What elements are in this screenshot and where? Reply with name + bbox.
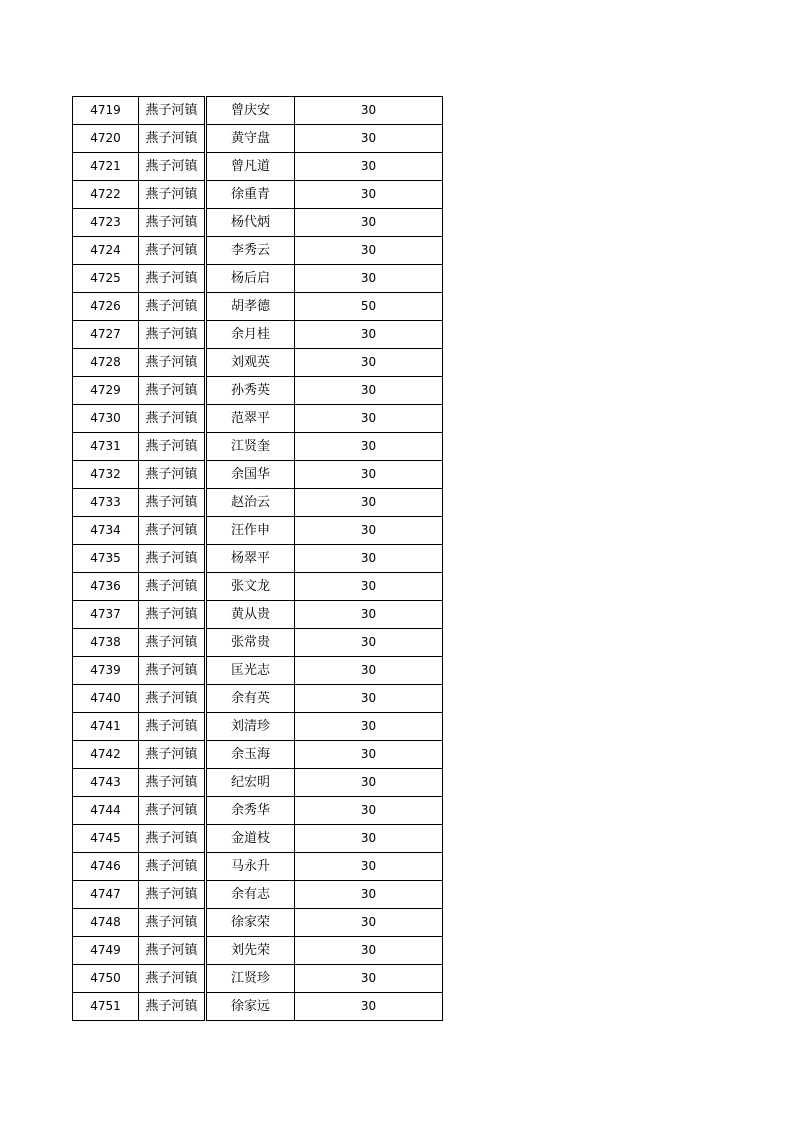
row-amount-cell: 30 <box>295 209 443 237</box>
row-name-cell: 刘观英 <box>206 349 295 377</box>
row-id-cell: 4730 <box>73 405 139 433</box>
row-town-cell: 燕子河镇 <box>139 825 206 853</box>
row-id-cell: 4733 <box>73 489 139 517</box>
row-id-cell: 4739 <box>73 657 139 685</box>
row-amount-cell: 50 <box>295 293 443 321</box>
row-name-cell: 范翠平 <box>206 405 295 433</box>
row-amount-cell: 30 <box>295 237 443 265</box>
row-amount-cell: 30 <box>295 601 443 629</box>
row-town-cell: 燕子河镇 <box>139 125 206 153</box>
row-name-cell: 江贤珍 <box>206 965 295 993</box>
row-name-cell: 刘清珍 <box>206 713 295 741</box>
table-row <box>73 209 443 237</box>
row-name-cell: 黄守盘 <box>206 125 295 153</box>
row-town-cell: 燕子河镇 <box>139 937 206 965</box>
row-amount-cell: 30 <box>295 181 443 209</box>
table-row <box>73 741 443 769</box>
row-id-cell: 4742 <box>73 741 139 769</box>
row-amount-cell: 30 <box>295 881 443 909</box>
row-town-cell: 燕子河镇 <box>139 433 206 461</box>
row-id-cell: 4729 <box>73 377 139 405</box>
row-amount-cell: 30 <box>295 125 443 153</box>
table-row <box>73 545 443 573</box>
row-town-cell: 燕子河镇 <box>139 573 206 601</box>
row-amount-cell: 30 <box>295 461 443 489</box>
row-id-cell: 4732 <box>73 461 139 489</box>
row-name-cell: 余秀华 <box>206 797 295 825</box>
row-id-cell: 4740 <box>73 685 139 713</box>
row-amount-cell: 30 <box>295 657 443 685</box>
row-town-cell: 燕子河镇 <box>139 461 206 489</box>
row-amount-cell: 30 <box>295 573 443 601</box>
row-town-cell: 燕子河镇 <box>139 713 206 741</box>
row-town-cell: 燕子河镇 <box>139 265 206 293</box>
table-row <box>73 349 443 377</box>
row-name-cell: 马永升 <box>206 853 295 881</box>
table-row <box>73 881 443 909</box>
row-amount-cell: 30 <box>295 825 443 853</box>
row-town-cell: 燕子河镇 <box>139 209 206 237</box>
row-amount-cell: 30 <box>295 377 443 405</box>
row-town-cell: 燕子河镇 <box>139 685 206 713</box>
table-row <box>73 153 443 181</box>
row-name-cell: 江贤奎 <box>206 433 295 461</box>
row-town-cell: 燕子河镇 <box>139 405 206 433</box>
row-amount-cell: 30 <box>295 97 443 125</box>
row-name-cell: 赵治云 <box>206 489 295 517</box>
row-name-cell: 徐家荣 <box>206 909 295 937</box>
row-name-cell: 纪宏明 <box>206 769 295 797</box>
row-name-cell: 孙秀英 <box>206 377 295 405</box>
table-row <box>73 629 443 657</box>
table-row <box>73 97 443 125</box>
row-id-cell: 4743 <box>73 769 139 797</box>
row-amount-cell: 30 <box>295 937 443 965</box>
row-amount-cell: 30 <box>295 965 443 993</box>
row-town-cell: 燕子河镇 <box>139 237 206 265</box>
table-row <box>73 657 443 685</box>
table-row <box>73 713 443 741</box>
row-name-cell: 徐重青 <box>206 181 295 209</box>
row-amount-cell: 30 <box>295 629 443 657</box>
row-name-cell: 金道枝 <box>206 825 295 853</box>
row-id-cell: 4751 <box>73 993 139 1021</box>
row-id-cell: 4735 <box>73 545 139 573</box>
row-id-cell: 4737 <box>73 601 139 629</box>
table-row <box>73 769 443 797</box>
row-id-cell: 4736 <box>73 573 139 601</box>
row-amount-cell: 30 <box>295 517 443 545</box>
table-row <box>73 405 443 433</box>
row-id-cell: 4745 <box>73 825 139 853</box>
table-row <box>73 377 443 405</box>
row-name-cell: 余有志 <box>206 881 295 909</box>
row-amount-cell: 30 <box>295 797 443 825</box>
row-id-cell: 4738 <box>73 629 139 657</box>
table-row <box>73 517 443 545</box>
row-town-cell: 燕子河镇 <box>139 153 206 181</box>
row-town-cell: 燕子河镇 <box>139 965 206 993</box>
row-id-cell: 4747 <box>73 881 139 909</box>
row-town-cell: 燕子河镇 <box>139 797 206 825</box>
table-row <box>73 993 443 1021</box>
roster-table-body <box>73 97 443 1021</box>
table-row <box>73 181 443 209</box>
row-name-cell: 黄从贵 <box>206 601 295 629</box>
table-row <box>73 237 443 265</box>
row-name-cell: 李秀云 <box>206 237 295 265</box>
row-id-cell: 4719 <box>73 97 139 125</box>
row-town-cell: 燕子河镇 <box>139 741 206 769</box>
row-id-cell: 4734 <box>73 517 139 545</box>
table-row <box>73 265 443 293</box>
row-amount-cell: 30 <box>295 349 443 377</box>
row-town-cell: 燕子河镇 <box>139 97 206 125</box>
row-town-cell: 燕子河镇 <box>139 517 206 545</box>
table-row <box>73 293 443 321</box>
row-name-cell: 杨翠平 <box>206 545 295 573</box>
row-id-cell: 4741 <box>73 713 139 741</box>
table-row <box>73 909 443 937</box>
row-id-cell: 4724 <box>73 237 139 265</box>
row-name-cell: 余有英 <box>206 685 295 713</box>
table-row <box>73 825 443 853</box>
table-row <box>73 601 443 629</box>
row-amount-cell: 30 <box>295 433 443 461</box>
row-id-cell: 4720 <box>73 125 139 153</box>
row-amount-cell: 30 <box>295 321 443 349</box>
row-name-cell: 张常贵 <box>206 629 295 657</box>
row-town-cell: 燕子河镇 <box>139 489 206 517</box>
table-row <box>73 853 443 881</box>
table-row <box>73 797 443 825</box>
row-amount-cell: 30 <box>295 265 443 293</box>
row-name-cell: 胡孝德 <box>206 293 295 321</box>
table-row <box>73 125 443 153</box>
table-row <box>73 573 443 601</box>
row-id-cell: 4726 <box>73 293 139 321</box>
row-town-cell: 燕子河镇 <box>139 629 206 657</box>
row-id-cell: 4728 <box>73 349 139 377</box>
row-id-cell: 4722 <box>73 181 139 209</box>
row-town-cell: 燕子河镇 <box>139 377 206 405</box>
row-town-cell: 燕子河镇 <box>139 293 206 321</box>
row-amount-cell: 30 <box>295 993 443 1021</box>
table-row <box>73 489 443 517</box>
row-amount-cell: 30 <box>295 489 443 517</box>
row-id-cell: 4744 <box>73 797 139 825</box>
row-id-cell: 4749 <box>73 937 139 965</box>
row-id-cell: 4723 <box>73 209 139 237</box>
row-amount-cell: 30 <box>295 405 443 433</box>
row-name-cell: 杨后启 <box>206 265 295 293</box>
row-name-cell: 匡光志 <box>206 657 295 685</box>
row-town-cell: 燕子河镇 <box>139 657 206 685</box>
row-town-cell: 燕子河镇 <box>139 881 206 909</box>
row-amount-cell: 30 <box>295 685 443 713</box>
row-id-cell: 4727 <box>73 321 139 349</box>
row-name-cell: 汪作申 <box>206 517 295 545</box>
row-amount-cell: 30 <box>295 853 443 881</box>
row-amount-cell: 30 <box>295 741 443 769</box>
row-amount-cell: 30 <box>295 713 443 741</box>
row-amount-cell: 30 <box>295 545 443 573</box>
row-id-cell: 4721 <box>73 153 139 181</box>
row-id-cell: 4750 <box>73 965 139 993</box>
row-name-cell: 曾凡道 <box>206 153 295 181</box>
row-town-cell: 燕子河镇 <box>139 909 206 937</box>
row-name-cell: 余玉海 <box>206 741 295 769</box>
row-id-cell: 4746 <box>73 853 139 881</box>
row-town-cell: 燕子河镇 <box>139 601 206 629</box>
table-row <box>73 965 443 993</box>
row-id-cell: 4731 <box>73 433 139 461</box>
row-name-cell: 余国华 <box>206 461 295 489</box>
row-name-cell: 杨代炳 <box>206 209 295 237</box>
roster-table <box>72 96 443 1021</box>
row-town-cell: 燕子河镇 <box>139 769 206 797</box>
row-amount-cell: 30 <box>295 153 443 181</box>
table-row <box>73 685 443 713</box>
row-town-cell: 燕子河镇 <box>139 321 206 349</box>
table-row <box>73 461 443 489</box>
table-row <box>73 321 443 349</box>
row-town-cell: 燕子河镇 <box>139 853 206 881</box>
row-amount-cell: 30 <box>295 909 443 937</box>
table-row <box>73 937 443 965</box>
row-name-cell: 刘先荣 <box>206 937 295 965</box>
row-town-cell: 燕子河镇 <box>139 349 206 377</box>
row-name-cell: 余月桂 <box>206 321 295 349</box>
row-amount-cell: 30 <box>295 769 443 797</box>
row-town-cell: 燕子河镇 <box>139 545 206 573</box>
row-name-cell: 徐家远 <box>206 993 295 1021</box>
row-id-cell: 4725 <box>73 265 139 293</box>
row-name-cell: 曾庆安 <box>206 97 295 125</box>
table-row <box>73 433 443 461</box>
row-town-cell: 燕子河镇 <box>139 993 206 1021</box>
row-id-cell: 4748 <box>73 909 139 937</box>
row-name-cell: 张文龙 <box>206 573 295 601</box>
row-town-cell: 燕子河镇 <box>139 181 206 209</box>
